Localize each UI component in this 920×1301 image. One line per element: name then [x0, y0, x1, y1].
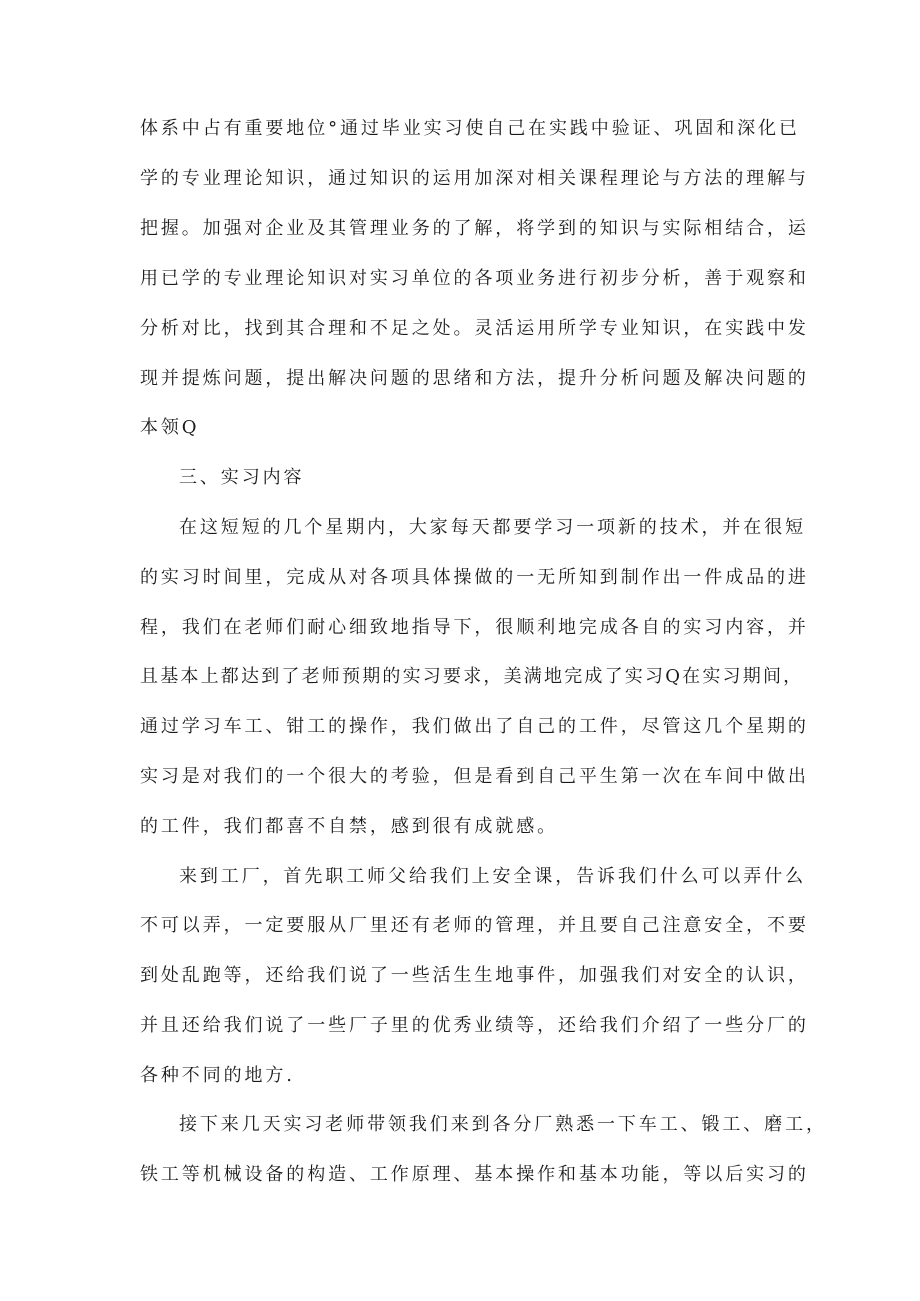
paragraph-line: 的工件，我们都喜不自禁，感到很有成就感。: [140, 816, 558, 837]
paragraph-line: 不可以弄，一定要服从厂里还有老师的管理，并且要自己注意安全，不要: [140, 915, 809, 936]
paragraph-line: 现并提炼问题，提出解决问题的思绪和方法，提升分析问题及解决问题的: [140, 368, 809, 389]
paragraph-line: 各种不同的地方.: [140, 1065, 295, 1086]
paragraph-line: 接下来几天实习老师带领我们来到各分厂熟悉一下车工、锻工、磨工，: [179, 1114, 827, 1135]
paragraph-line: 来到工厂，首先职工师父给我们上安全课，告诉我们什么可以弄什么: [179, 866, 806, 887]
paragraph-line: 铁工等机械设备的构造、工作原理、基本操作和基本功能，等以后实习的: [140, 1164, 809, 1185]
paragraph-line: 且基本上都达到了老师预期的实习要求，美满地完成了实习Q在实习期间，: [140, 666, 804, 687]
paragraph-line: 在这短短的几个星期内，大家每天都要学习一项新的技术，并在很短: [179, 517, 806, 538]
paragraph-line: 把握。加强对企业及其管理业务的了解，将学到的知识与实际相结合，运: [140, 218, 809, 239]
paragraph-line: 体系中占有重要地位°通过毕业实习使自己在实践中验证、巩固和深化已: [140, 118, 800, 139]
paragraph-line: 实习是对我们的一个很大的考验，但是看到自己平生第一次在车间中做出: [140, 766, 809, 787]
paragraph-line: 程，我们在老师们耐心细致地指导下，很顺利地完成各自的实习内容，并: [140, 617, 809, 638]
paragraph-line: 分析对比，找到其合理和不足之处。灵活运用所学专业知识，在实践中发: [140, 318, 809, 339]
paragraph-line: 的实习时间里，完成从对各项具体操做的一无所知到制作出一件成品的进: [140, 567, 809, 588]
section-heading: 三、实习内容: [179, 467, 305, 488]
paragraph-line: 用已学的专业理论知识对实习单位的各项业务进行初步分析，善于观察和: [140, 268, 809, 289]
paragraph-line: 并且还给我们说了一些厂子里的优秀业绩等，还给我们介绍了一些分厂的: [140, 1015, 809, 1036]
paragraph-line: 通过学习车工、钳工的操作，我们做出了自己的工件，尽管这几个星期的: [140, 716, 809, 737]
paragraph-line: 本领Q: [140, 417, 200, 438]
paragraph-line: 学的专业理论知识，通过知识的运用加深对相关课程理论与方法的理解与: [140, 168, 809, 189]
paragraph-line: 到处乱跑等，还给我们说了一些活生生地事件，加强我们对安全的认识，: [140, 965, 809, 986]
